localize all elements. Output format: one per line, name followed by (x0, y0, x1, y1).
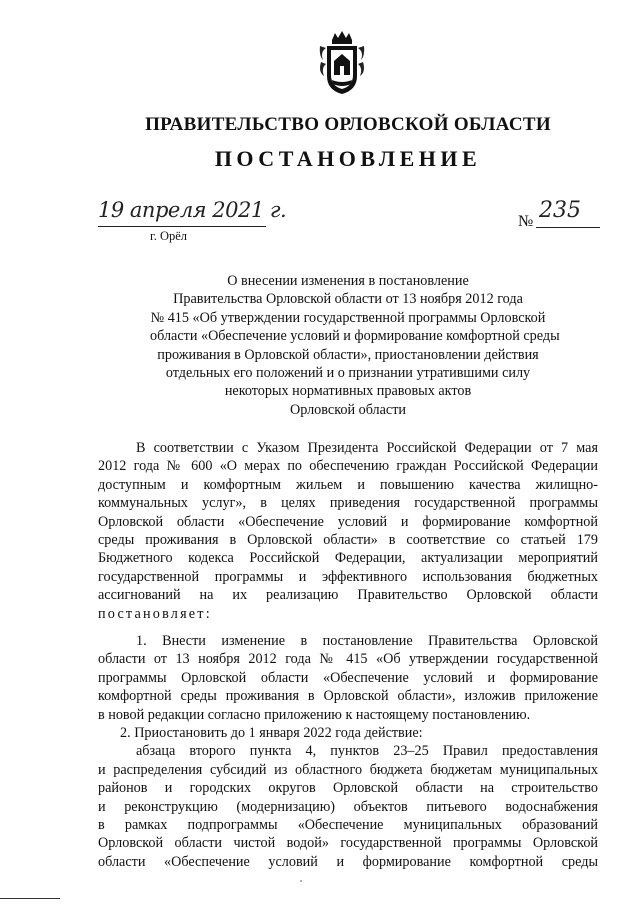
subject-line: отдельных его положений и о признании утратившими силу (165, 365, 531, 382)
item-line: программы Орловской области «Обеспечение условий и формирование (98, 669, 598, 686)
item-line: комфортной среды проживания в Орловской области», изложив приложение (98, 688, 598, 705)
subject-line: О внесении изменения в постановление (227, 273, 469, 289)
item-line: районов и городских округов Орловской области на строительство (98, 780, 598, 797)
item-line: абзаца второго пункта 4, пунктов 23–25 Правил предоставления (136, 743, 598, 760)
coat-of-arms-icon (318, 30, 366, 96)
handwritten-date: 19 апреля 2021 г. (98, 198, 287, 222)
item-line: 1. Внести изменение в постановление Правительства Орловской (136, 633, 598, 649)
preamble-line: государственной программы и эффективного использования бюджетных (98, 568, 598, 585)
date-underline (98, 226, 266, 227)
item-line: и распределения субсидий из областного бюджета бюджетам муниципальных (98, 761, 598, 778)
preamble-line: В соответствии с Указом Президента Российской Федерации от 7 мая (136, 440, 598, 456)
preamble-line: 2012 года № 600 «О мерах по обеспечению граждан Российской Федерации (98, 458, 598, 475)
scan-speck (300, 880, 302, 882)
item-line: в новой редакции согласно приложению к настоящему постановлению. (98, 706, 531, 723)
subject-line: проживания в Орловской области», приостановлении действия (157, 346, 539, 363)
resolves-word: постановляет: (98, 605, 212, 622)
city-label: г. Орёл (150, 229, 188, 243)
item-line: в рамках подпрограммы «Обеспечение муниципальных образований (98, 817, 598, 834)
subject-line: области «Обеспечение условий и формирование комфортной среды (150, 328, 560, 345)
document-subject (150, 272, 560, 419)
handwritten-number: 235 (539, 198, 581, 223)
subject-line: № 415 «Об утверждении государственной программы Орловской (150, 309, 546, 326)
decree-items (98, 632, 598, 871)
number-underline (536, 227, 600, 228)
item-line: и реконструкцию (модернизацию) объектов питьевого водоснабжения (98, 798, 598, 815)
item-line: Орловской области чистой водой» государственной программы Орловской (98, 835, 598, 852)
scan-edge-mark (0, 898, 60, 899)
item-line: 2. Приостановить до 1 января 2022 года действие: (120, 725, 423, 742)
preamble-line: коммунальных услуг», в целях приведения государственной программы (98, 495, 598, 512)
item-line: области «Обеспечение условий и формирование комфортной среды (98, 853, 598, 870)
subject-line: некоторых нормативных правовых актов (224, 383, 472, 400)
document-type-title: ПОСТАНОВЛЕНИЕ (214, 146, 482, 171)
preamble-line: доступным и комфортным жильем и повышению качества жилищно- (98, 476, 598, 493)
preamble-line: Бюджетного кодекса Российской Федерации, актуализации мероприятий (98, 550, 598, 567)
item-line: области от 13 ноября 2012 года № 415 «Об утверждении государственной (98, 651, 598, 668)
number-sign: № (518, 213, 534, 230)
preamble-line: среды проживания в Орловской области» в соответствие со статьей 179 (98, 532, 598, 549)
preamble-line: Орловской области «Обеспечение условий и формирование комфортной (98, 513, 598, 530)
subject-line: Правительства Орловской области от 13 ноября 2012 года (173, 291, 523, 308)
preamble-line: ассигнований на их реализацию Правительство Орловской области (98, 587, 598, 604)
preamble-paragraph (98, 439, 598, 623)
organization-title: ПРАВИТЕЛЬСТВО ОРЛОВСКОЙ ОБЛАСТИ (145, 114, 551, 135)
subject-line: Орловской области (289, 401, 407, 418)
